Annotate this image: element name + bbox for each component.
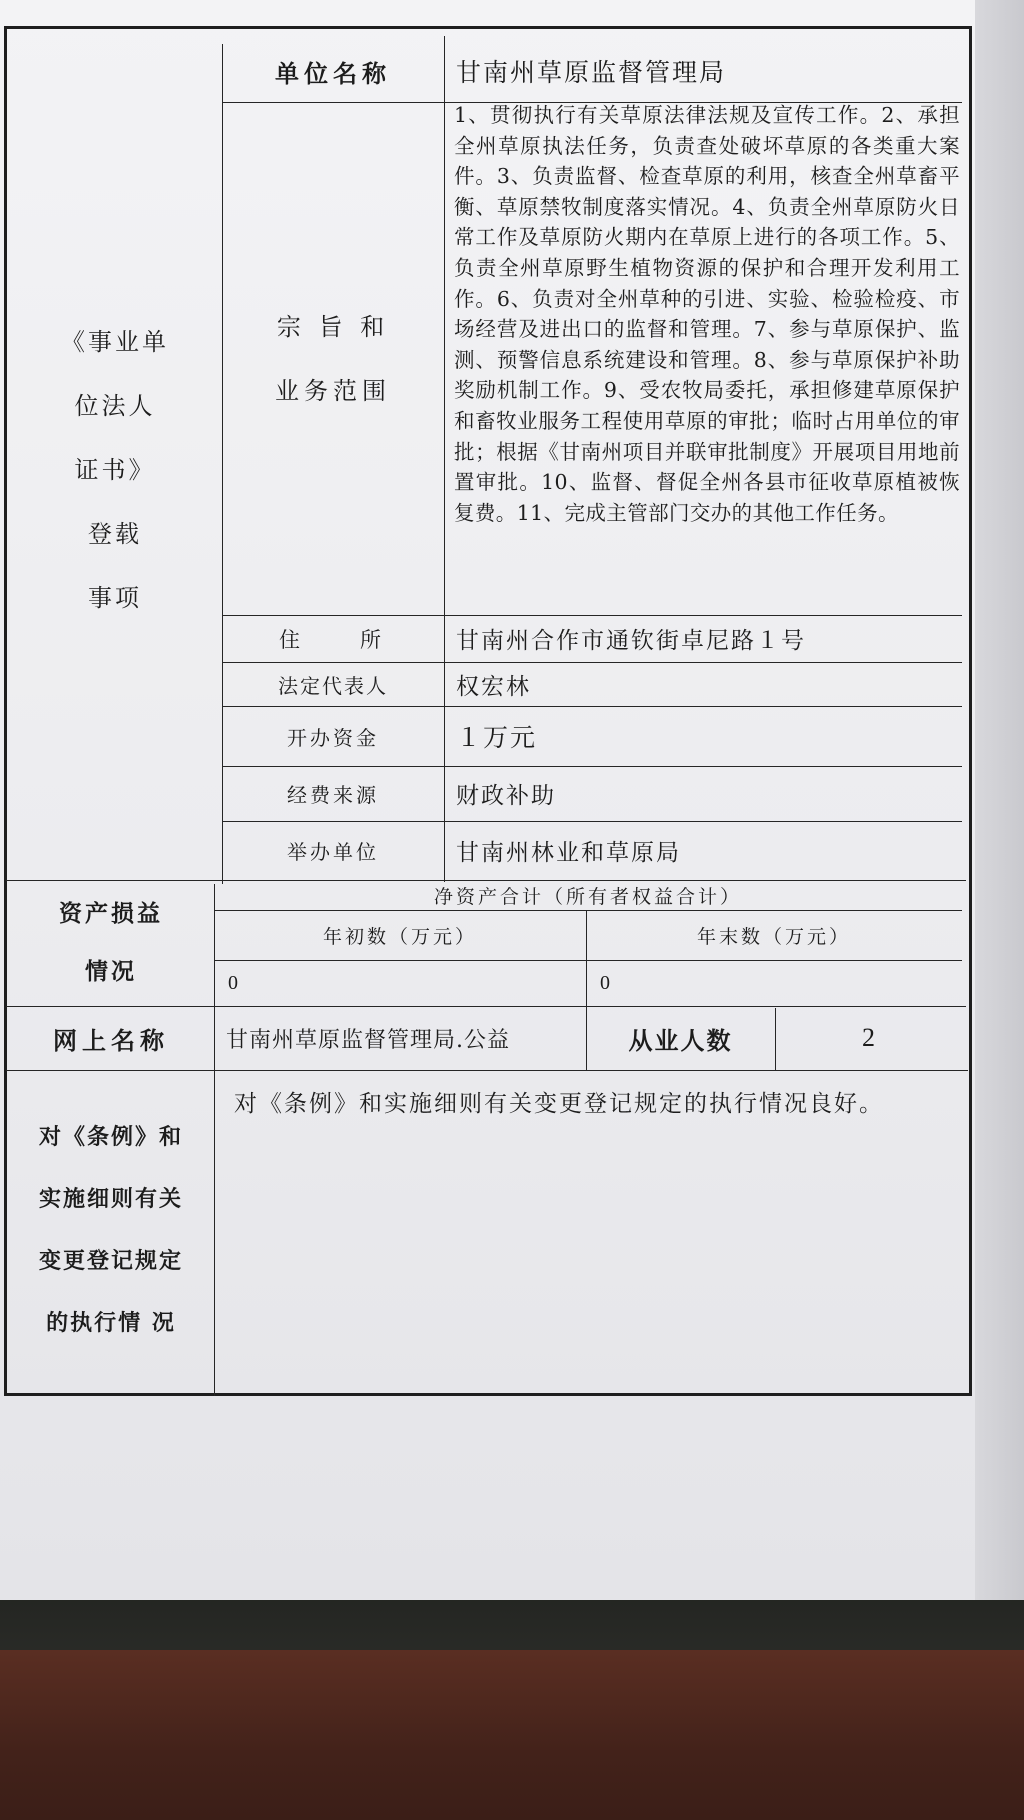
compliance-text: 对《条例》和实施细则有关变更登记规定的执行情况良好。 [234, 1091, 884, 1117]
funding-value: 财政补助 [456, 783, 556, 809]
address-value: 甘南州合作市通钦街卓尼路１号 [456, 628, 806, 654]
row-line [6, 1070, 968, 1071]
unit-name-label: 单位名称 [275, 58, 391, 88]
begin-value-header: 年初数（万元） [322, 925, 477, 948]
section-label-line: 事项 [88, 584, 142, 612]
compliance-label-line: 的执行情 况 [46, 1310, 176, 1336]
section-label-line: 登载 [88, 520, 142, 548]
sponsor-value: 甘南州林业和草原局 [456, 840, 681, 866]
scope-label [222, 102, 444, 615]
net-assets-header: 净资产合计（所有者权益合计） [433, 885, 742, 908]
staff-count-value: 2 [862, 1023, 875, 1052]
assets-label-line: 资产损益 [59, 900, 163, 927]
capital-label: 开办资金 [287, 725, 379, 750]
end-value-header: 年末数（万元） [696, 925, 851, 948]
wooden-desk [0, 1650, 1024, 1820]
end-value: 0 [600, 971, 610, 994]
address-label: 住 所 [279, 627, 387, 652]
section-label-registration [8, 300, 222, 640]
compliance-label-line: 对《条例》和 [38, 1124, 183, 1150]
online-name-label: 网上名称 [53, 1025, 169, 1055]
scope-text: 1、贯彻执行有关草原法律法规及宣传工作。2、承担全州草原执法任务，负责查处破坏草原的各类重大案件。3、负责监督、检查草原的利用，核查全州草畜平衡、草原禁牧制度落实情况。4、负责全州草原防火日常工作及草原防火期内在草原上进行的各项工作。5、负责全州草原野生植物资源的保护和合理开发利用工作。6、负责对全州草种的引进、实验、检验检疫、市场经营及进出口的监督和管理。7、参与草原保护、监测、预警信息系统建设和管理。8、参与草原保护补助奖励机制工作。9、受农牧局委托，承担修建草原保护和畜牧业服务工程使用草原的审批；临时占用单位的审批；根据《甘南州项目并联审批制度》开展项目用地前置审批。10、监督、督促全州各县市征收草原植被恢复费。11、完成主管部门交办的其他工作任务。 [454, 103, 960, 525]
funding-label: 经费来源 [287, 783, 379, 807]
page-edge [975, 0, 1024, 1600]
section-label-line: 证书》 [74, 456, 156, 484]
section-label-line: 位法人 [74, 392, 156, 420]
legal-rep-label: 法定代表人 [278, 673, 388, 698]
compliance-label [8, 1100, 214, 1360]
unit-name-value: 甘南州草原监督管理局 [456, 58, 727, 87]
staff-count-label: 从业人数 [628, 1025, 733, 1055]
legal-rep-value: 权宏林 [456, 673, 531, 700]
online-name-value: 甘南州草原监督管理局.公益 [226, 1027, 510, 1053]
scope-label-line: 业务范围 [275, 376, 391, 405]
compliance-label-line: 实施细则有关 [38, 1186, 183, 1212]
assets-label-line: 情况 [85, 958, 137, 985]
section-label-line: 《事业单 [61, 328, 169, 356]
sponsor-label: 举办单位 [287, 840, 379, 864]
scope-label-line: 宗 旨 和 [276, 312, 390, 341]
compliance-label-line: 变更登记规定 [38, 1248, 183, 1274]
assets-label [8, 880, 214, 1006]
capital-value: １万元 [456, 723, 538, 752]
begin-value: 0 [228, 971, 238, 994]
